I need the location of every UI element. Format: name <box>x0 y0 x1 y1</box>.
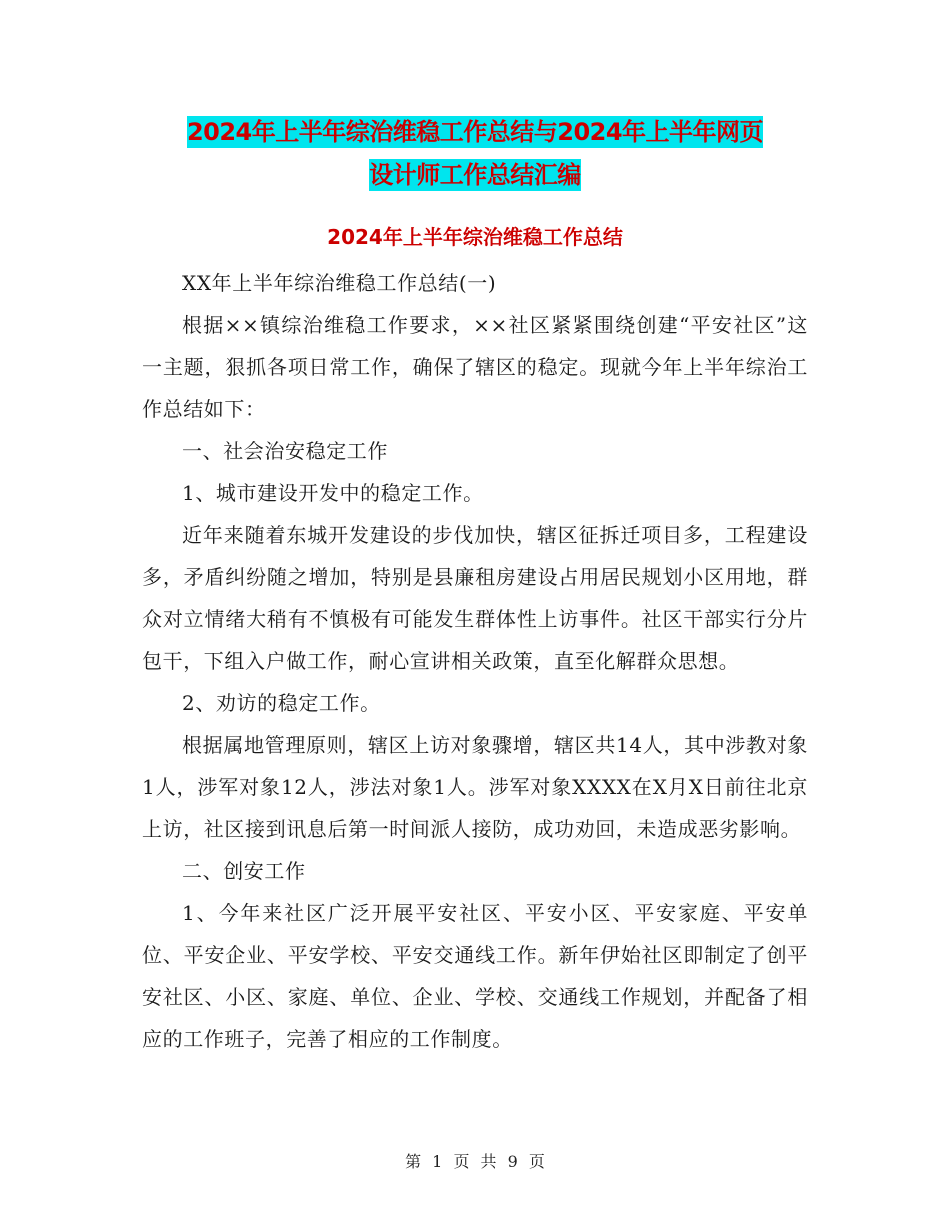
paragraph: 近年来随着东城开发建设的步伐加快，辖区征拆迁项目多，工程建设多，矛盾纠纷随之增加，特别是县廉租房建设占用居民规划小区用地，群众对立情绪大稍有不慎极有可能发生群体性上访事件。社区干部实行分片包干，下组入户做工作，耐心宣讲相关政策，直至化解群众思想。 <box>142 523 808 673</box>
page-footer: 第 1 页 共 9 页 <box>405 1152 545 1171</box>
paragraph: 1、今年来社区广泛开展平安社区、平安小区、平安家庭、平安单位、平安企业、平安学校、平安交通线工作。新年伊始社区即制定了创平安社区、小区、家庭、单位、企业、学校、交通线工作规划，并配备了相应的工作班子，完善了相应的工作制度。 <box>142 901 808 1051</box>
paragraph: 1、城市建设开发中的稳定工作。 <box>182 481 484 505</box>
paragraph: 根据××镇综治维稳工作要求，××社区紧紧围绕创建“平安社区”这一主题，狠抓各项日常工作，确保了辖区的稳定。现就今年上半年综治工作总结如下： <box>142 313 808 421</box>
paragraph: 2、劝访的稳定工作。 <box>182 691 381 715</box>
paragraph: 一、社会治安稳定工作 <box>182 439 388 463</box>
paragraph: 二、创安工作 <box>182 859 306 883</box>
document-title-text-2: 设计师工作总结汇编 <box>369 161 581 189</box>
document-title-text-1: 2024年上半年综治维稳工作总结与2024年上半年网页 <box>186 118 764 146</box>
section-heading: 2024年上半年综治维稳工作总结 <box>327 225 623 249</box>
document-body <box>142 262 808 1060</box>
paragraph: XX年上半年综治维稳工作总结(一) <box>182 271 497 295</box>
paragraph: 根据属地管理原则，辖区上访对象骤增，辖区共14人，其中涉教对象1人，涉军对象12人，涉法对象1人。涉军对象XXXX在X月X日前往北京上访，社区接到讯息后第一时间派人接防，成功劝回，未造成恶劣影响。 <box>142 733 808 841</box>
document-title-line-2 <box>0 150 950 200</box>
